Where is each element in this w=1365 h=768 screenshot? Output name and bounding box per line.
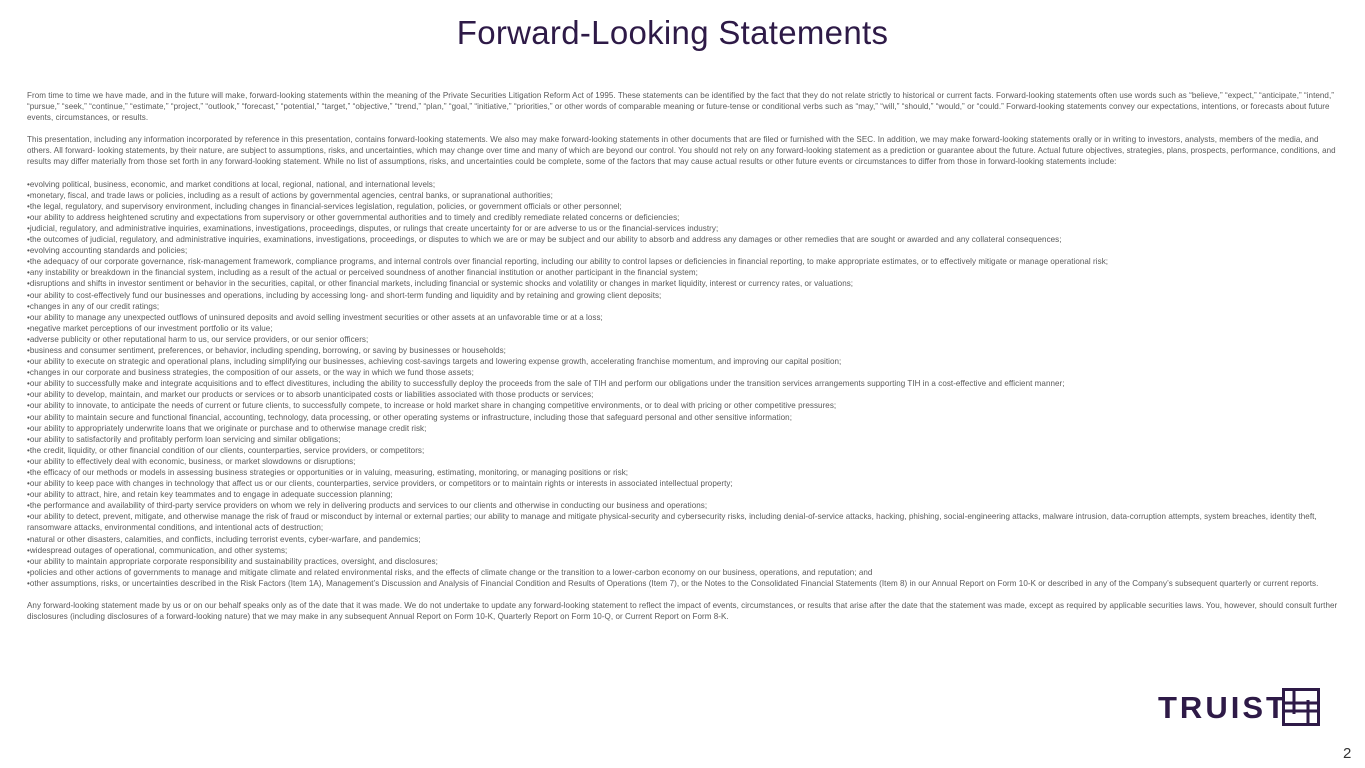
list-item: • the performance and availability of third-party service providers on whom we rely in delivering products and services to our clients and otherwise in conducting our business and operations; (27, 500, 1341, 511)
list-item: • our ability to address heightened scrutiny and expectations from supervisory or other governmental authorities and to timely and credibly remediate related concerns or deficiencies; (27, 212, 1341, 223)
list-item: • our ability to maintain appropriate corporate responsibility and sustainability practices, oversight, and disclosures; (27, 556, 1341, 567)
list-item: • natural or other disasters, calamities, and conflicts, including terrorist events, cyber-warfare, and pandemics; (27, 534, 1341, 545)
list-item: • our ability to attract, hire, and retain key teammates and to engage in adequate succession planning; (27, 489, 1341, 500)
list-item: • the outcomes of judicial, regulatory, and administrative inquiries, examinations, investigations, proceedings, or disputes to which we are or may be subject and our ability to absorb and address any damages or other remedies that are sought or awarded and any collateral consequences; (27, 234, 1341, 245)
list-item: • any instability or breakdown in the financial system, including as a result of the actual or perceived soundness of another financial institution or another participant in the financial system; (27, 267, 1341, 278)
list-item: • evolving accounting standards and policies; (27, 245, 1341, 256)
list-item: • changes in any of our credit ratings; (27, 301, 1341, 312)
list-item: • our ability to appropriately underwrite loans that we originate or purchase and to otherwise manage credit risk; (27, 423, 1341, 434)
truist-logo (1158, 688, 1320, 728)
list-item: • our ability to satisfactorily and profitably perform loan servicing and similar obligations; (27, 434, 1341, 445)
list-item: • the credit, liquidity, or other financial condition of our clients, counterparties, service providers, or competitors; (27, 445, 1341, 456)
closing-paragraph: Any forward-looking statement made by us or on our behalf speaks only as of the date that it was made. We do not undertake to update any forward-looking statement to reflect the impact of events, circumstances, or results that arise after the date that the statement was made, except as required by applicable securities laws. You, however, should consult further disclosures (including disclosures of a forward-looking nature) that we may make in any subsequent Annual Report on Form 10-K, Quarterly Report on Form 10-Q, or Current Report on Form 8-K. (27, 601, 1338, 622)
list-item: • adverse publicity or other reputational harm to us, our service providers, or our senior officers; (27, 334, 1341, 345)
paragraph-spacer (27, 123, 1341, 134)
list-item: • the adequacy of our corporate governance, risk-management framework, compliance programs, and internal controls over financial reporting, including our ability to control lapses or deficiencies in financial reporting, to make appropriate estimates, or to effectively mitigate or manage operational risk; (27, 256, 1341, 267)
list-item: • our ability to cost-effectively fund our businesses and operations, including by accessing long- and short-term funding and liquidity and by retaining and growing client deposits; (27, 290, 1341, 301)
page-number: 2 (1343, 745, 1352, 762)
list-item: • monetary, fiscal, and trade laws or policies, including as a result of actions by governmental agencies, central banks, or supranational authorities; (27, 190, 1341, 201)
list-item: • policies and other actions of governments to manage and mitigate climate and related environmental risks, and the effects of climate change or the transition to a lower-carbon economy on our business, operations, and reputation; and (27, 567, 1341, 578)
disclaimer-body (27, 90, 1341, 622)
list-item: • evolving political, business, economic, and market conditions at local, regional, national, and international levels; (27, 179, 1341, 190)
truist-hh-logo-icon (1282, 688, 1320, 726)
list-item: • our ability to manage any unexpected outflows of uninsured deposits and avoid selling investment securities or other assets at an unfavorable time or at a loss; (27, 312, 1341, 323)
list-item: • negative market perceptions of our investment portfolio or its value; (27, 323, 1341, 334)
list-item: • disruptions and shifts in investor sentiment or behavior in the securities, capital, or other financial markets, including financial or systemic shocks and volatility or changes in market liquidity, interest or currency rates, or valuations; (27, 278, 1341, 289)
slide-title: Forward-Looking Statements (456, 14, 889, 51)
list-item: • business and consumer sentiment, preferences, or behavior, including spending, borrowing, or saving by businesses or households; (27, 345, 1341, 356)
list-item: • our ability to effectively deal with economic, business, or market slowdowns or disruptions; (27, 456, 1341, 467)
intro-paragraph: From time to time we have made, and in the future will make, forward-looking statements within the meaning of the Private Securities Litigation Reform Act of 1995. These statements can be identified by the fact that they do not relate strictly to historical or current facts. Forward-looking statements often use words such as “believe,” “expect,” “anticipate,” “intend,” “pursue,” “seek,” “continue,” “estimate,” “project,” “outlook,” “forecast,” “potential,” “target,” “objective,” “trend,” “plan,” “goal,” “initiative,” “priorities,” or other words of comparable meaning or future-tense or conditional verbs such as “may,” “will,” “should,” “would,” or “could.” Forward-looking statements convey our expectations, intentions, or forecasts about future events, circumstances, or results. (27, 91, 1334, 123)
list-item: • other assumptions, risks, or uncertainties described in the Risk Factors (Item 1A), Management’s Discussion and Analysis of Financial Condition and Results of Operations (Item 7), or the Notes to the Consolidated Financial Statements (Item 8) in our Annual Report on Form 10-K or described in any of the Company’s subsequent quarterly or current reports. (27, 578, 1341, 589)
list-item: • our ability to develop, maintain, and market our products or services or to absorb unanticipated costs or liabilities associated with those products or services; (27, 389, 1341, 400)
list-item: • our ability to keep pace with changes in technology that affect us or our clients, counterparties, service providers, or competitors or to maintain rights or interests in associated intellectual property; (27, 478, 1341, 489)
risk-intro-paragraph: This presentation, including any information incorporated by reference in this presentation, contains forward-looking statements. We also may make forward-looking statements in other documents that are filed or furnished with the SEC. In addition, we may make forward-looking statements orally or in writing to investors, analysts, members of the media, and others. All forward- looking statements, by their nature, are subject to assumptions, risks, and uncertainties, which may change over time and many of which are beyond our control. You should not rely on any forward-looking statement as a prediction or guarantee about the future. Actual future objectives, strategies, plans, prospects, performance, conditions, and results may differ materially from those set forth in any forward-looking statement. While no list of assumptions, risks, and uncertainties could be complete, some of the factors that may cause actual results or other future events or circumstances to differ from those in forward-looking statements include: (27, 135, 1336, 167)
list-item: • our ability to maintain secure and functional financial, accounting, technology, data processing, or other operating systems or infrastructure, including those that safeguard personal and other sensitive information; (27, 412, 1341, 423)
paragraph-spacer (27, 168, 1341, 179)
list-item: • widespread outages of operational, communication, and other systems; (27, 545, 1341, 556)
list-item: • our ability to successfully make and integrate acquisitions and to effect divestitures, including the ability to successfully deploy the proceeds from the sale of TIH and perform our obligations under the transition services arrangements supporting TIH in a cost-effective and efficient manner; (27, 378, 1341, 389)
list-item: • our ability to detect, prevent, mitigate, and otherwise manage the risk of fraud or misconduct by internal or external parties; our ability to manage and mitigate physical-security and cybersecurity risks, including denial-of-service attacks, hacking, phishing, social-engineering attacks, malware intrusion, data-corruption attempts, system breaches, identity theft, ransomware attacks, environmental conditions, and intentional acts of destruction; (27, 511, 1341, 533)
list-item: • our ability to execute on strategic and operational plans, including simplifying our businesses, achieving cost-savings targets and lowering expense growth, accelerating franchise momentum, and improving our capital position; (27, 356, 1341, 367)
risk-factor-list (27, 179, 1341, 589)
logo-wordmark: TRUIST (1158, 690, 1288, 725)
list-item: • the legal, regulatory, and supervisory environment, including changes in financial-services legislation, regulation, policies, or government officials or other personnel; (27, 201, 1341, 212)
list-item: • judicial, regulatory, and administrative inquiries, examinations, investigations, proceedings, disputes, or rulings that create uncertainty for or are adverse to us or the financial-services industry; (27, 223, 1341, 234)
paragraph-spacer (27, 589, 1341, 600)
list-item: • changes in our corporate and business strategies, the composition of our assets, or the way in which we fund those assets; (27, 367, 1341, 378)
list-item: • our ability to innovate, to anticipate the needs of current or future clients, to successfully compete, to increase or hold market share in changing competitive environments, or to deal with pricing or other competitive pressures; (27, 400, 1341, 411)
list-item: • the efficacy of our methods or models in assessing business strategies or opportunities or in valuing, measuring, estimating, monitoring, or managing positions or risk; (27, 467, 1341, 478)
